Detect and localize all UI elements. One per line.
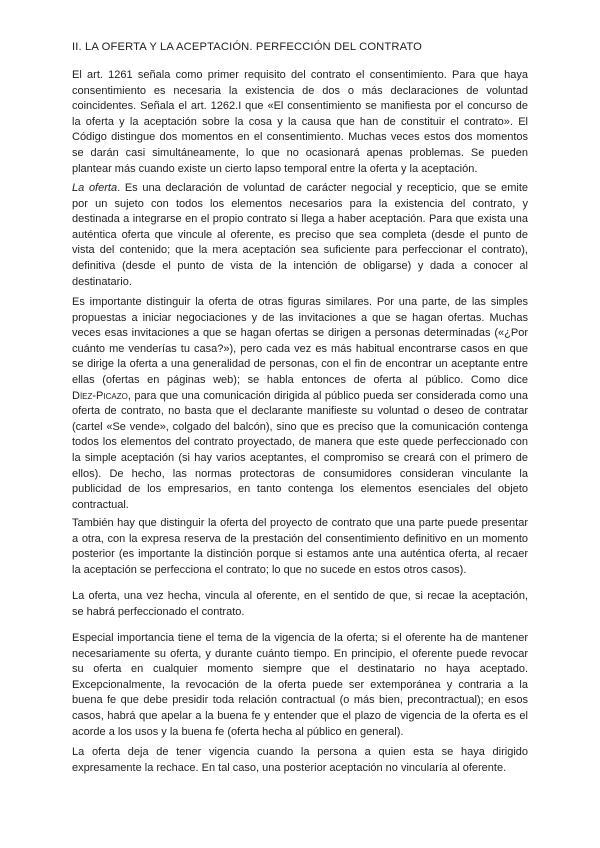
text-line: plantear más cuando existe un cierto lapso temporal entre la oferta y la aceptación. [72,162,478,175]
text-line: oferta de contrato, no basta que el declarante manifieste su voluntad o deseo de contratar [72,405,528,418]
text-line: También hay que distinguir la oferta del proyecto de contrato que una parte puede presentar [72,517,528,529]
text-line: su oferta en cualquier momento siempre que el destinatario no haya aceptado. [72,663,528,676]
term-la-oferta: La oferta [72,182,118,194]
text-line: La oferta, una vez hecha, vincula al oferente, en el sentido de que, si recae la aceptación, [72,590,528,602]
text-line: se dirige la oferta a una generalidad de personas, con el fin de encontrar un aceptante entre [72,358,528,371]
paragraph-vincula-oferente [72,589,528,620]
text-line: buena fe que debe presidir toda relación contractual (o más bien, precontractual); en esos [72,694,528,707]
text-line: El art. 1261 señala como primer requisito del contrato el consentimiento. Para que haya [72,69,528,81]
text-line: acorde a los usos y la buena fe (oferta hecha al público en general). [72,725,404,738]
text-line: Es importante distinguir la oferta de otras figuras similares. Por una parte, de las simples [72,296,528,308]
text-line: consentimiento es necesaria la existencia de dos o más declaraciones de voluntad [72,84,528,97]
paragraph-proyecto-contrato [72,516,528,578]
paragraph-vigencia [72,631,528,740]
paragraph-consentimiento [72,68,528,177]
text-line: coincidentes. Señala el art. 1262.I que «El consentimiento se manifiesta por el concurso de [72,100,528,113]
text-line: ellos). De hecho, las normas protectoras de consumidores consideran vinculante la [72,467,528,480]
text-line: casos, habrá que apelar a la buena fe y entender que el plazo de vigencia de la oferta es el [72,709,528,722]
text-line: se darán casi simultáneamente, lo que no ocasionará apenas problemas. Se pueden [72,146,528,159]
text-line: veces esas invitaciones a que se hagan ofertas se dirigen a personas determinadas («¿Por [72,327,528,340]
paragraph-figuras-similares [72,295,528,513]
text-line: publicidad de los empresarios, en tanto contenga los elementos esenciales del objeto [72,483,528,496]
text-line: la simple aceptación (si hay varios aceptantes, el compromiso se creará con el primero de [72,451,528,464]
paragraph-rechazo [72,745,528,776]
text-line [72,389,528,405]
text-line: la aceptación se perfecciona el contrato; lo que no sucede en estos otros casos). [72,563,467,576]
text-line: cuánto me venderías tu casa?»), pero cada vez es más habitual encontrarse casos en que [72,342,528,355]
text-line: auténtica oferta que vincule al oferente, es preciso que sea completa (desde el punto de [72,228,528,241]
text-line: necesariamente su oferta, y durante cuánto tiempo. En principio, el oferente puede revocar [72,647,528,660]
text-line: Especial importancia tiene el tema de la vigencia de la oferta; si el oferente ha de mantener [72,632,528,644]
text-line: se habrá perfeccionado el contrato. [72,605,245,618]
text-line: Excepcionalmente, la revocación de la oferta puede ser extemporánea y contraria a la [72,678,528,691]
text-line: propuestas a iniciar negociaciones y de las invitaciones a que se hagan ofertas. Muchas [72,311,528,324]
text-line: destinatario. [72,275,132,288]
text-line: La oferta deja de tener vigencia cuando la persona a quien esta se haya dirigido [72,746,528,758]
text-line [72,181,528,197]
author-name: Díez-Picazo [72,389,128,402]
text-line: a otra, con la expresa reserva de la prestación del consentimiento definitivo en un momento [72,532,528,545]
text-line: por un sujeto con todos los elementos necesarios para la existencia del contrato, y [72,197,528,210]
text-line: vista del contenido; que la mera aceptación sea suficiente para perfeccionar el contrato), [72,244,528,257]
text-line: definitiva (desde el punto de vista de la intención de obligarse) y dada a conocer al [72,259,528,272]
text-line: ellas (ofertas en páginas web); se habla entonces de oferta al público. Como dice [72,373,528,386]
text-line: todos los elementos del contrato proyectado, de manera que este quede perfeccionado con [72,436,528,449]
text-line-rest: , para que una comunicación dirigida al público pueda ser considerada como una [127,389,528,402]
section-title: II. LA OFERTA Y LA ACEPTACIÓN. PERFECCIÓN DEL CONTRATO [72,41,423,53]
text-line: destinada a integrarse en el propio contrato si llega a haber aceptación. Para que exista una [72,213,528,226]
text-line: posterior (es importante la distinción porque si estamos ante una auténtica oferta, al recaer [72,548,528,561]
paragraph-la-oferta [72,181,528,290]
text-line: la oferta y la aceptación sobre la cosa y la causa que han de constituir el contrato». El [72,115,528,128]
text-line: Código distingue dos momentos en el consentimiento. Muchas veces estos dos momentos [72,131,528,144]
text-line: expresamente la rechace. En tal caso, una posterior aceptación no vincularía al oferente. [72,761,507,774]
text-line-rest: . Es una declaración de voluntad de carácter negocial y recepticio, que se emite [117,182,528,194]
text-line: contractual. [72,498,129,511]
text-line: (cartel «Se vende», colgado del balcón), sino que es preciso que la comunicación contenga [72,420,528,433]
